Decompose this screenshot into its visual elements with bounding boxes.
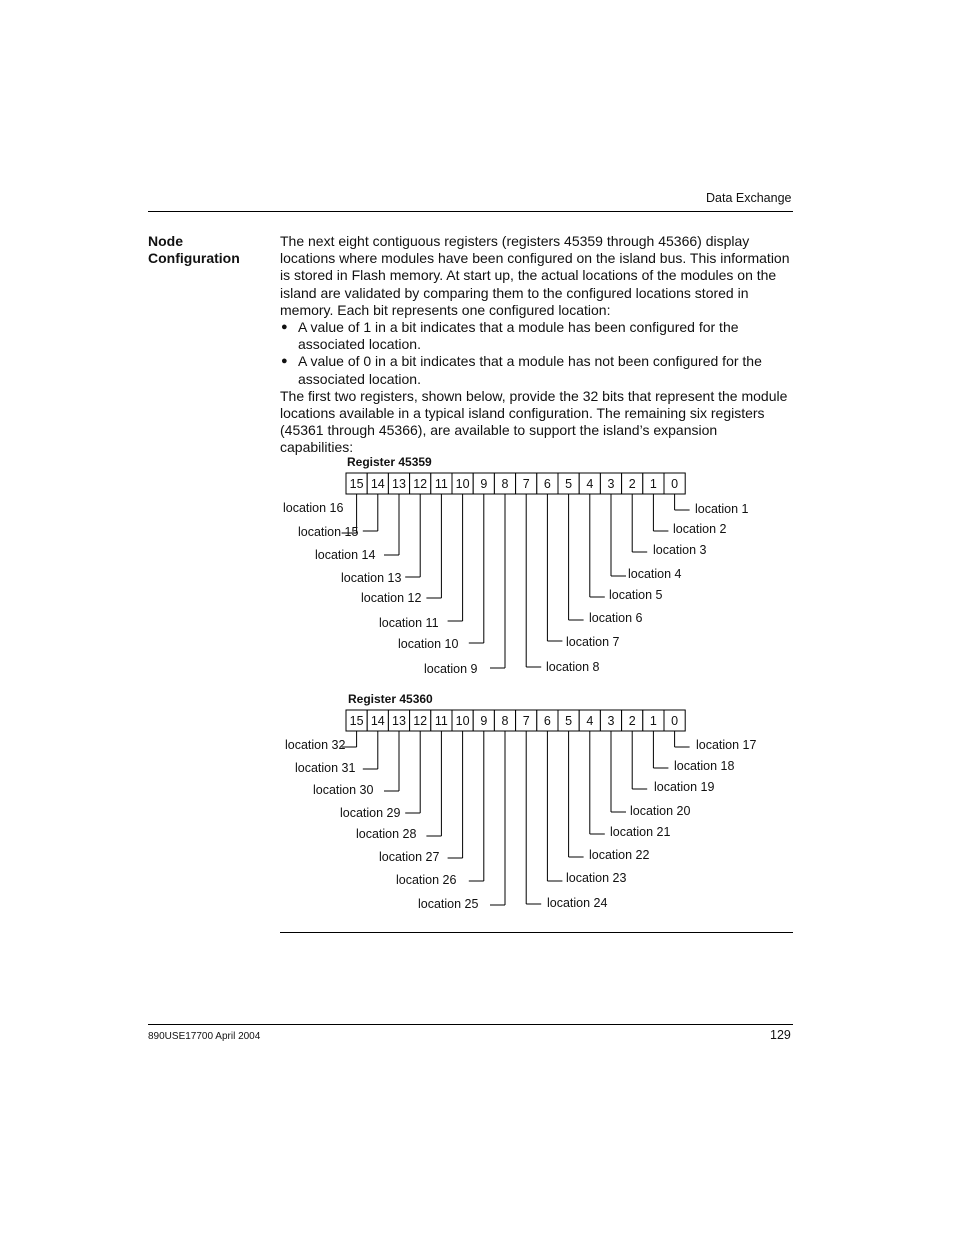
bit-number: 4 — [586, 477, 594, 491]
location-label: location 10 — [398, 637, 459, 651]
location-label: location 8 — [546, 660, 600, 674]
bit-number: 14 — [370, 714, 385, 728]
location-label: location 15 — [298, 525, 359, 539]
location-label: location 12 — [361, 591, 422, 605]
location-label: location 20 — [630, 804, 691, 818]
location-label: location 18 — [674, 759, 735, 773]
page-number: 129 — [770, 1028, 791, 1042]
bit-number: 6 — [543, 714, 551, 728]
bit-number: 2 — [628, 477, 636, 491]
footer-rule — [148, 1024, 793, 1025]
bit-number: 1 — [649, 477, 657, 491]
bit-number: 7 — [522, 477, 530, 491]
bit-cell — [516, 710, 537, 731]
bit-cell — [664, 710, 685, 731]
location-callout — [611, 731, 691, 818]
location-label: location 5 — [609, 588, 663, 602]
location-label: location 4 — [628, 567, 682, 581]
location-label: location 14 — [315, 548, 376, 562]
location-label: location 30 — [313, 783, 374, 797]
location-label: location 3 — [653, 543, 707, 557]
bit-number: 3 — [607, 714, 615, 728]
bit-number: 8 — [501, 714, 509, 728]
register-title: Register 45360 — [348, 692, 433, 706]
bit-cell — [431, 710, 452, 731]
bit-number: 9 — [480, 477, 488, 491]
location-label: location 22 — [589, 848, 650, 862]
location-label: location 11 — [379, 616, 439, 630]
bit-number: 6 — [543, 477, 551, 491]
bit-number: 10 — [455, 714, 470, 728]
bit-cell — [558, 710, 579, 731]
bit-number: 15 — [349, 714, 364, 728]
bit-cell — [452, 710, 473, 731]
bit-number: 10 — [455, 477, 470, 491]
section-end-rule — [280, 932, 793, 933]
bit-number: 15 — [349, 477, 364, 491]
bit-cell — [537, 710, 558, 731]
location-label: location 9 — [424, 662, 478, 676]
bullet-icon: ● — [281, 321, 288, 334]
location-label: location 13 — [341, 571, 402, 585]
location-label: location 32 — [285, 738, 346, 752]
bullet-text: A value of 0 in a bit indicates that a module has not been configured for the associated location. — [298, 353, 762, 387]
location-label: location 27 — [379, 850, 440, 864]
location-callout — [285, 731, 357, 752]
bit-number: 4 — [586, 714, 594, 728]
bit-number: 5 — [565, 714, 573, 728]
location-label: location 19 — [654, 780, 715, 794]
bit-cell — [346, 710, 367, 731]
bit-cell — [473, 710, 494, 731]
bit-number: 14 — [370, 477, 385, 491]
location-label: location 21 — [610, 825, 671, 839]
bit-number: 7 — [522, 714, 530, 728]
register-title: Register 45359 — [347, 455, 432, 469]
bit-number: 13 — [392, 477, 406, 491]
bit-number: 0 — [671, 714, 679, 728]
bit-number: 12 — [413, 714, 428, 728]
section-heading-line1: Node — [148, 233, 183, 249]
bit-number: 3 — [607, 477, 615, 491]
bit-cell — [600, 710, 621, 731]
location-callout — [379, 731, 463, 864]
bit-cell — [410, 710, 431, 731]
intro-paragraph: The next eight contiguous registers (registers 45359 through 45366) display locations where modules have been configured on the island bus. This information is stored in Flash memory. At start up, the actual locations of the modules on the island are validated by comparing them to the configured locations stored in memory. Each bit represents one configured location: — [280, 233, 790, 318]
location-callout — [340, 731, 420, 820]
location-callout — [569, 731, 650, 862]
location-label: location 25 — [418, 897, 479, 911]
bit-cell — [388, 710, 409, 731]
bit-cell — [367, 710, 388, 731]
location-callout — [675, 731, 757, 752]
location-label: location 31 — [295, 761, 356, 775]
location-label: location 28 — [356, 827, 417, 841]
bit-cell — [579, 710, 600, 731]
bit-cell — [622, 710, 643, 731]
bit-number: 1 — [649, 714, 657, 728]
bit-number: 0 — [671, 477, 679, 491]
location-label: location 16 — [283, 501, 344, 515]
location-label: location 29 — [340, 806, 401, 820]
location-label: location 7 — [566, 635, 620, 649]
bit-number: 12 — [413, 477, 428, 491]
bit-number: 11 — [434, 714, 448, 728]
location-label: location 2 — [673, 522, 727, 536]
bullet-text: A value of 1 in a bit indicates that a module has been configured for the associated location. — [298, 319, 739, 353]
section-heading-line2: Configuration — [148, 250, 240, 266]
bit-number: 13 — [392, 714, 406, 728]
location-label: location 26 — [396, 873, 457, 887]
bit-cell — [494, 710, 515, 731]
bit-cell — [643, 710, 664, 731]
location-label: location 24 — [547, 896, 608, 910]
bit-number: 2 — [628, 714, 636, 728]
bit-number: 5 — [565, 477, 573, 491]
location-label: location 6 — [589, 611, 643, 625]
running-header: Data Exchange — [706, 191, 792, 205]
location-label: location 23 — [566, 871, 627, 885]
document-id: 890USE17700 April 2004 — [148, 1031, 261, 1042]
bullet-icon: ● — [281, 355, 288, 368]
location-label: location 1 — [695, 502, 749, 516]
outro-paragraph: The first two registers, shown below, provide the 32 bits that represent the module locations available in a typical island configuration. The remaining six registers (45361 through 45366), are available to support the island’s expansion capabilities: — [280, 387, 788, 456]
bit-number: 9 — [480, 714, 488, 728]
bit-number: 8 — [501, 477, 509, 491]
bit-number: 11 — [434, 477, 448, 491]
location-label: location 17 — [696, 738, 757, 752]
